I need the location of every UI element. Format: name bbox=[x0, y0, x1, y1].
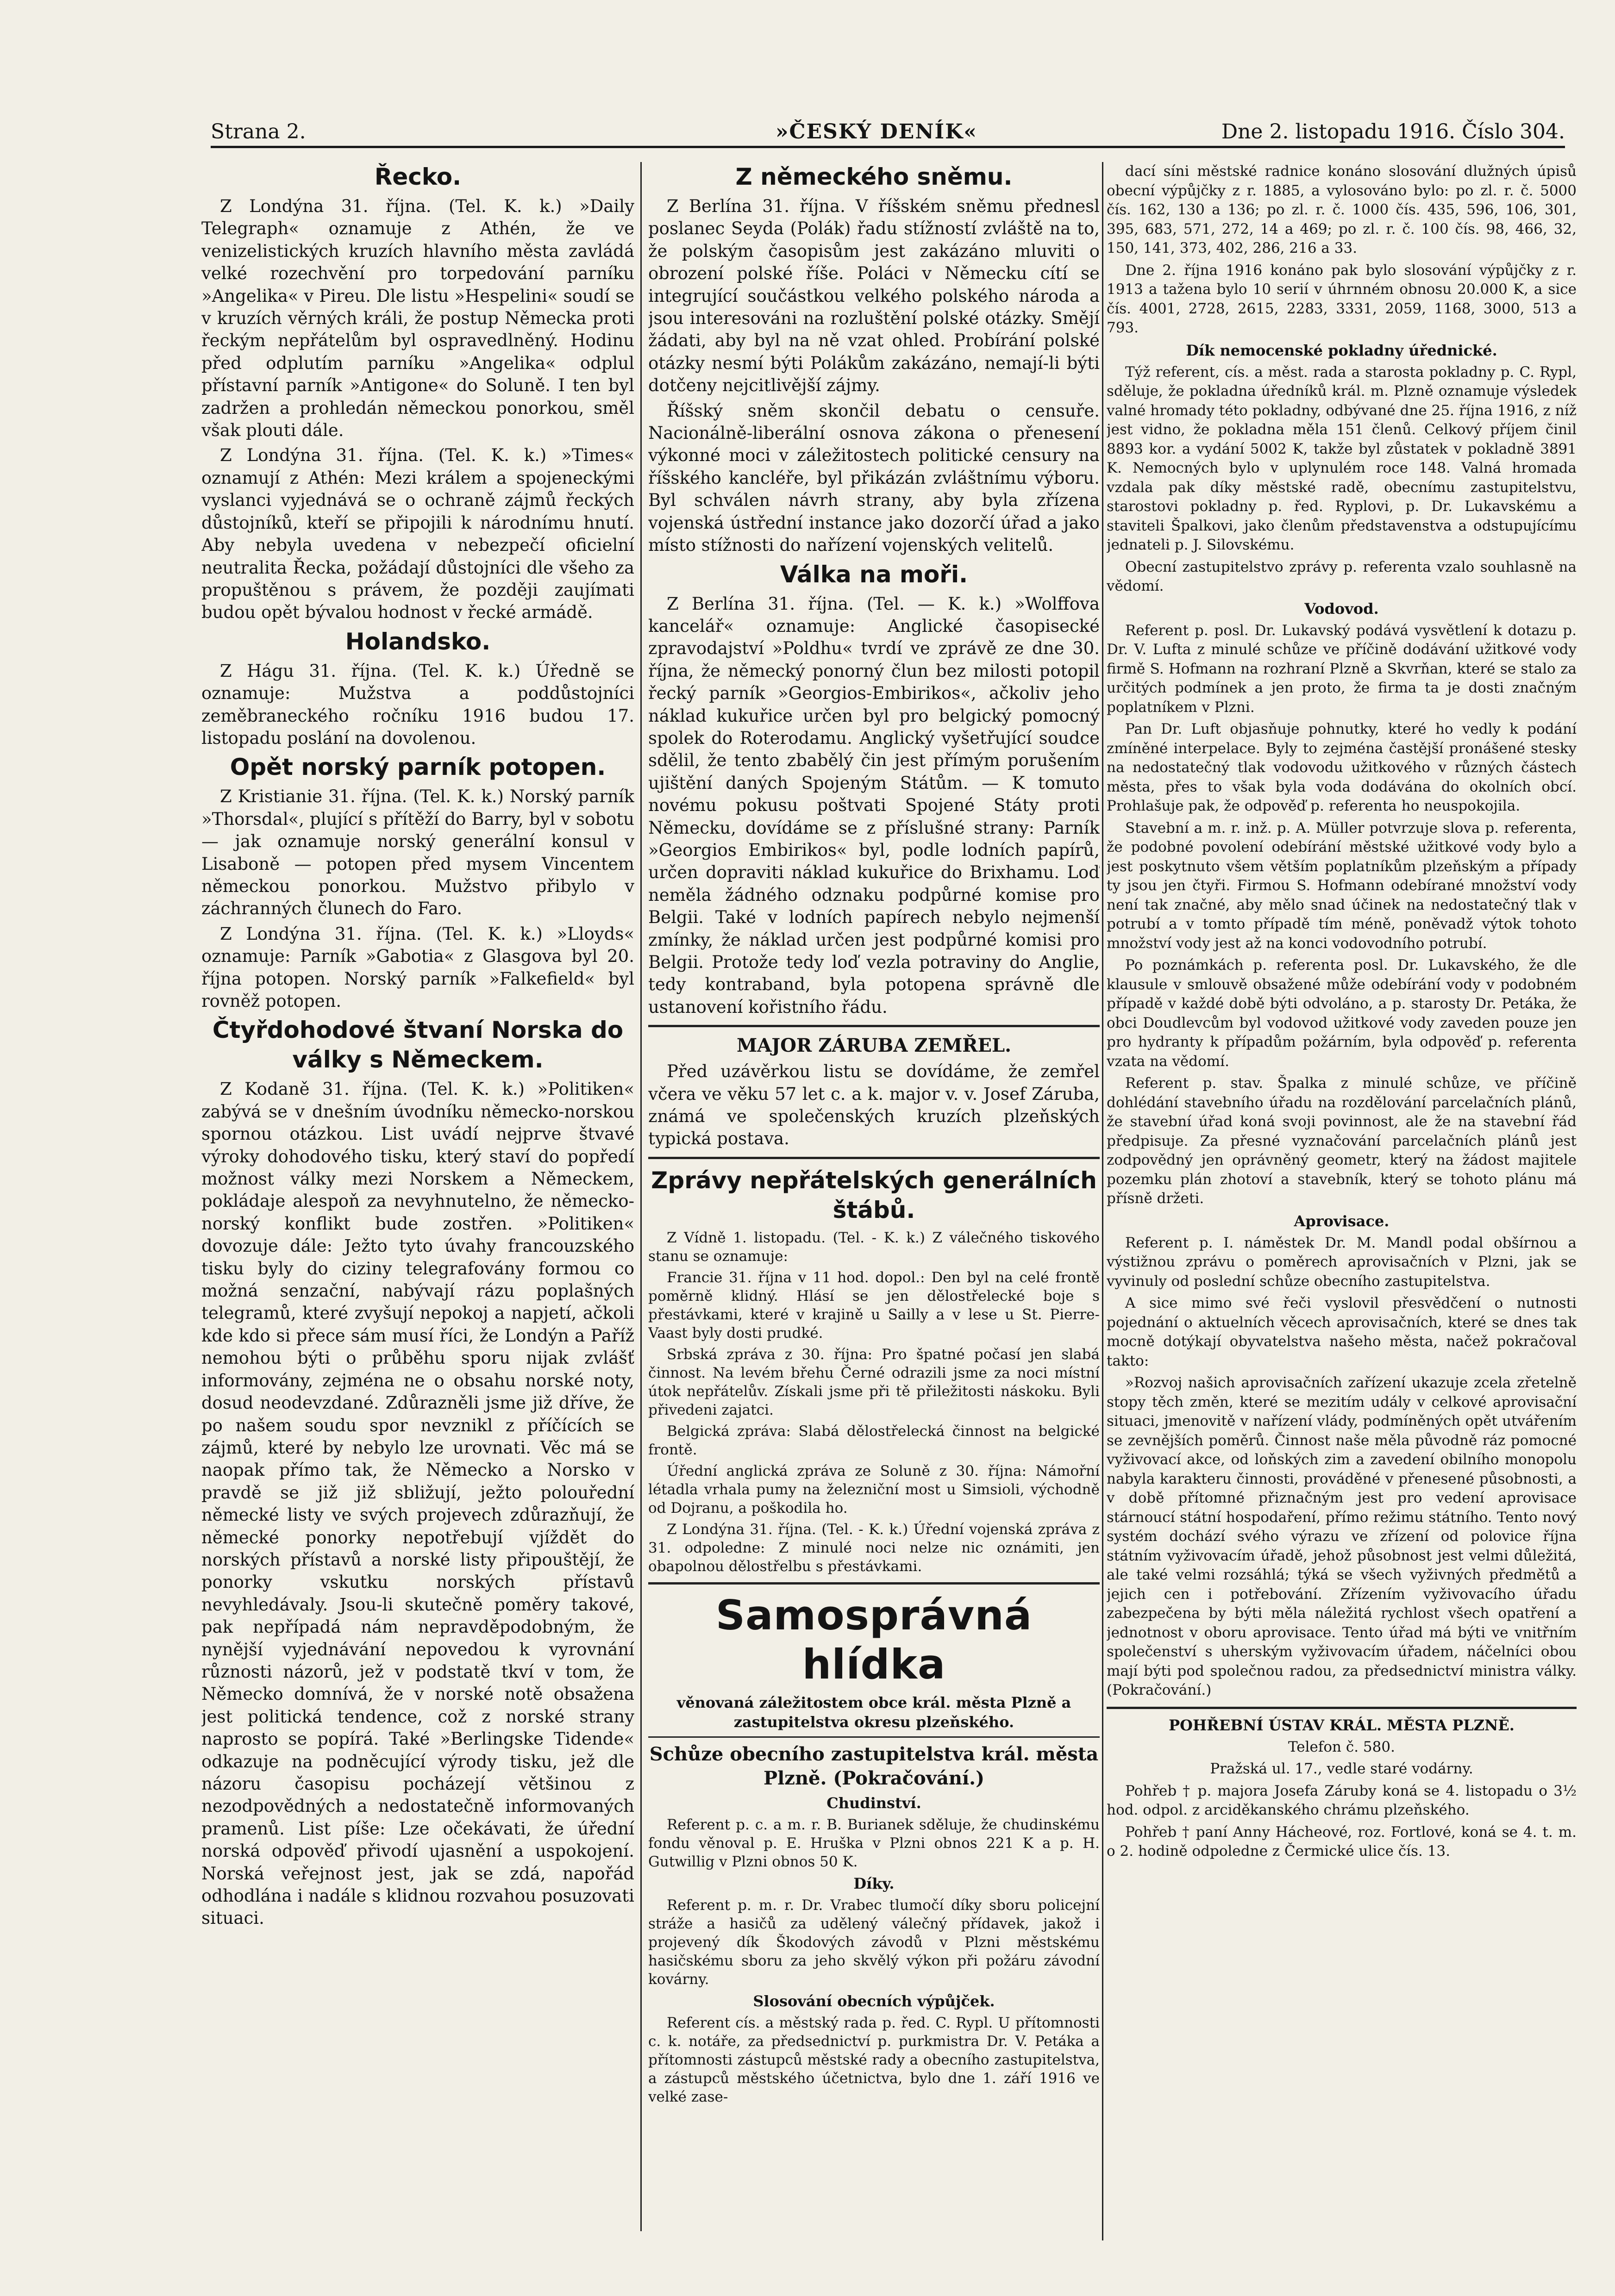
article-paragraph: Z Kodaně 31. října. (Tel. K. k.) »Politiken« zabývá se v dnešním úvodníku německo-norskou spornou otázkou. List uvádí nejprve štvavé výroky dohodového tisku, který staví do popředí možnost války mezi Norskem a Německem, pokládaje alespoň za nevyhnutelno, že německo-norský konflikt bude zostřen. »Politiken« dovozuje dále: Ježto tyto úvahy francouzského tisku byly do ciziny telegrafovány formou co možná senzační, nabývají rázu poplašných telegramů, které zvyšují nepokoj a napjetí, ačkoli kde kdo si přece sám musí říci, že Londýn a Paříž nemohou býti o průběhu sporu nijak zvlášť informovány, zejména ne o obsahu norské noty, dosud neodevzdané. Zdůrazněli jsme již dříve, že po našem soudu spor nevznikl z příčících se zájmů, které by nebylo lze urovnati. Věc má se naopak přímo tak, že Německo a Norsko v pravdě se již již sbližují, ježto polouřední německé listy ve svých projevech zdůrazňují, že německé ponorky nepotřebují vjíždět do norských přístavů a norské listy připouštějí, že ponorky vskutku norských přístavů nevyhledávaly. Jsou-li skutečně poměry takové, pak nepřípadá nám nepravděpodobným, že nynější vyjednávání nepovedou k vyrovnání různosti názorů, jež v podstatě tkví v tom, že Německo domnívá, že v norské notě obsažena jest politická tendence, což z norské strany naprosto se popírá. Také »Berlingske Tidende« odkazuje na podněcující výrody tisku, jež dle názoru časopisu pocházejí většinou z nezodpovědných a nedostatečně informovaných pramenů. List píše: Lze očekávati, že úřední norská odpověď přivodí ujasnění a uspokojení. Norská veřejnost jest, jak se zdá, napořád odhodlána i nadále s klidnou rozvahou posuzovati situaci. bbox=[201, 1079, 634, 1928]
article-paragraph: Týž referent, cís. a měst. rada a starosta pokladny p. C. Rypl, sděluje, že pokladna úředníků král. m. Plzně oznamuje výsledek valné hromady této pokladny, odbývané dne 25. října 1916, z níž jest vidno, že pokladna měla 151 členů. Celkový příjem činil 8893 kor. a vydání 5002 K, takže byl zůstatek v pokladně 3891 K. Nemocných bylo v uplynulém roce 148. Valná hromada vzdala pak díky městské radě, obecnímu zastupitelstvu, starostovi pokladny p. řed. Ryplovi, p. Dr. Lukavskému a staviteli Špalkovi, jako členům představenstva a odstupujícímu jednateli p. J. Silovskému. bbox=[1107, 363, 1577, 553]
newspaper-title: »ČESKÝ DENÍK« bbox=[776, 120, 977, 144]
article-heading-ctyrdohodove: Čtyřdohodové štvaní Norska do války s Německem. bbox=[212, 1017, 624, 1073]
column-2 bbox=[648, 162, 1100, 2236]
advert-telephone: Telefon č. 580. bbox=[1288, 1738, 1395, 1755]
article-paragraph: Z Hágu 31. října. (Tel. K. k.) Úředně se oznamuje: Mužstva a poddůstojníci zeměbraneckého ročníku 1916 budou 17. listopadu poslání na dovolenou. bbox=[201, 661, 634, 748]
funeral-notice: Pohřeb † paní Anny Hácheové, roz. Fortlové, koná se 4. t. m. o 2. hodině odpoledne z Čermické ulice čís. 13. bbox=[1107, 1823, 1577, 1859]
advert-address: Pražská ul. 17., vedle staré vodárny. bbox=[1210, 1760, 1473, 1777]
article-heading-zpravy-stabu: Zprávy nepřátelských generálních štábů. bbox=[651, 1167, 1097, 1223]
column-rule bbox=[640, 162, 642, 2231]
section-subheading: věnovaná záležitostem obce král. města Plzně a zastupitelstva okresu plzeňského. bbox=[676, 1693, 1071, 1731]
article-paragraph: Referent cís. a městský rada p. řed. C. Rypl. U přítomnosti c. k. notáře, za předsednictví p. purkmistra Dr. V. Petáka a přítomnosti zástupců městské rady a obecního zastupitelstva, a zástupců městského účetnictva, bylo dne 1. září 1916 ve velké zase- bbox=[648, 2014, 1100, 2105]
article-paragraph: Z Berlína 31. října. (Tel. — K. k.) »Wolffova kancelář« oznamuje: Anglické časopisecké zpravodajství »Poldhu« tvrdí ve zprávě ze dne 30. října, že německý ponorný člun bez milosti potopil řecký parník »Georgios-Embirikos«, ačkoliv jeho náklad kukuřice určen byl pro belgický pomocný spolek do Roterodamu. Anglický vyšetřující soudce sdělil, že tento zbabělý čin jest přímým porušením ujištění daných Spojeným Státům. — K tomuto novému pokusu poštvati Spojené Státy proti Německu, dovídáme se z příslušné strany: Parník »Georgios Embirikos« byl, podle lodních papírů, určen dopraviti náklad kukuřice do Brixhamu. Loď neměla žádného odznaku podpůrné komise pro Belgii. Také v lodních papírech nebylo nejmenší zmínky, že náklad určen jest podpůrné komisi pro Belgii. Protože tedy loď vezla potraviny do Anglie, tedy kontraband, byla potopena správně dle ustanovení kořistního řádu. bbox=[648, 593, 1100, 1017]
article-paragraph: Říšský sněm skončil debatu o censuře. Nacionálně-liberální osnova zákona o přenesení výkonné moci v záležitostech politické censury na říšského kancléře, byl přikázán zvláštnímu výboru. Byl schválen návrh strany, aby byla zřízena vojenská ústřední instance jako dozorčí úřad a jako místo stížnosti do nařízení vojenských velitelů. bbox=[648, 400, 1100, 555]
article-paragraph: dací síni městské radnice konáno slosování dlužných úpisů obecní výpůjčky z r. 1885, a vylosováno bylo: po zl. r. č. 5000 čís. 162, 130 a 136; po zl. r. č. 1000 čís. 435, 596, 106, 301, 395, 683, 571, 272, 14 a 469; po zl. r. č. 100 čís. 98, 466, 32, 150, 141, 373, 402, 286, 216 a 33. bbox=[1107, 163, 1577, 256]
article-heading-recko: Řecko. bbox=[374, 163, 462, 190]
article-paragraph: Referent p. m. r. Dr. Vrabec tlumočí díky sboru policejní stráže a hasičů za udělený válečný přídavek, jakož i projevený dík Škodových závodů v Plzni městskému hasičskému sboru za jeho skvělý výkon při požáru závodní kovárny. bbox=[648, 1897, 1100, 1988]
column-1 bbox=[201, 162, 634, 2245]
article-paragraph: Srbská zpráva z 30. října: Pro špatné počasí jen slabá činnost. Na levém břehu Černé odrazili jsme za noci místní útok nepřátelův. Získali jsme při tě přiležitosti náskoku. Byli přivedeni zajatci. bbox=[648, 1346, 1100, 1418]
section-divider bbox=[648, 1582, 1100, 1585]
page-header bbox=[211, 118, 1565, 148]
article-paragraph: Dne 2. října 1916 konáno pak bylo slosování výpůjčky z r. 1913 a tažena bylo 10 serií v úhrnném obnosu 20.000 K, a sice čís. 4001, 2728, 2615, 2283, 3331, 2059, 1168, 3000, 513 a 793. bbox=[1107, 262, 1577, 336]
article-heading-norsky-parnik: Opět norský parník potopen. bbox=[230, 754, 606, 781]
article-paragraph: »Rozvoj našich aprovisačních zařízení ukazuje zcela zřetelně stopy těch změn, které se mezitím udály v celkové aprovisační situaci, jmenovitě v nařízení vlády, podmíněných opět utvářením se zevnějších poměrů. Činnost naše měla původně ráz pomocné vyživovací akce, od loňských zim a zavedení obilního monopolu nabyla karakteru činnosti, prováděné v přenesené působnosti, a v době přítomné přiznačným jest pro vedení aprovisace stárnoucí státní hospodaření, přímo režimu státního. Tento nový systém dochází svého výrazu ve zřízení od polovice října státním vyživovacím úřadě, jehož působnost jest velmi důležitá, ale také velmi rozsáhlá; týká se všech vyživných předmětů a jejich cen i potřebování. Zřízením vyživovacího úřadu zabezpečena by býti měla náležitá rychlost všech opatření a jednotnost v oboru aprovisace. Tento úřad má býti ve vnitřním společenství s uherským vyživovacím úřadem, náčelníci obou mají býti pod společnou radou, za předsednictví ministra války. (Pokračování.) bbox=[1107, 1374, 1577, 1698]
subheading-vodovod: Vodovod. bbox=[1304, 599, 1379, 618]
article-paragraph: Úřední anglická zpráva ze Soluně z 30. října: Námořní létadla vrhala pumy na železniční most u Simsioli, východně od Dojranu, a poškodila ho. bbox=[648, 1462, 1100, 1516]
subheading-diky: Díky. bbox=[853, 1874, 895, 1892]
article-paragraph: Stavební a m. r. inž. p. A. Müller potvrzuje slova p. referenta, že podobné povolení odebírání městské užitkové vody bylo a jest poskytnuto všem větším poplatníkům plzeňským a případy ty jsou jen čtyři. Firmou S. Hofmann odebírané množství vody není tak značné, aby mělo snad účinek na nedostatečný tlak v potrubí a v tomto případě tím méně, poněvadž výtok tohoto množství vody jest až na konci vodovodního potrubí. bbox=[1107, 819, 1577, 952]
section-heading-samospravna-hlidka: Samosprávná hlídka bbox=[715, 1591, 1033, 1688]
article-heading-schuze: Schůze obecního zastupitelstva král. města Plzně. (Pokračování.) bbox=[649, 1743, 1099, 1789]
article-paragraph: Z Berlína 31. října. V říšském sněmu přednesl poslanec Seyda (Polák) řadu stížností zvláště na to, že polským časopisům jest zakázáno mluviti o obrození polské říše. Poláci v Německu cítí se integrující součástkou velkého polského národa a jsou interesováni na rozluštění polské otázky. Smějí žádati, aby byl na ně vzat ohled. Probírání polské otázky nesmí býti Polákům zakázáno, nemají-li býti dotčeny nejcitlivější zájmy. bbox=[648, 196, 1100, 396]
subheading-slosovani: Slosování obecních výpůjček. bbox=[753, 1992, 995, 2010]
page-number: Strana 2. bbox=[211, 120, 306, 144]
subheading-chudinstvi: Chudinství. bbox=[826, 1794, 921, 1812]
article-paragraph: Referent p. posl. Dr. Lukavský podává vysvětlení k dotazu p. Dr. V. Lufta z minulé schůze ve příčině dodávání užitkové vody firmě S. Hofmann na rozhraní Plzně a Skvrňan, které se stalo za určitých podmínek a jen proto, že firma ta je dosti značným poplatníkem v Plzni. bbox=[1107, 622, 1577, 716]
article-paragraph: Z Londýna 31. října. (Tel. - K. k.) Úřední vojenská zpráva z 31. odpoledne: Z minulé noci nelze nic oznámiti, jen obapolnou dělostřelbu s přestávkami. bbox=[648, 1521, 1100, 1575]
column-rule bbox=[1102, 162, 1103, 2240]
article-heading-valka-na-mori: Válka na moři. bbox=[780, 561, 968, 588]
advert-heading-pohrebni-ustav: POHŘEBNÍ ÚSTAV KRÁL. MĚSTA PLZNĚ. bbox=[1169, 1716, 1515, 1734]
article-heading-holandsko: Holandsko. bbox=[345, 628, 491, 655]
article-paragraph: Referent p. I. náměstek Dr. M. Mandl podal obšírnou a výstižnou zprávu o poměrech aprovisačních v Plzni, jak se vyvinuly od poslední schůze obecního zastupitelstva. bbox=[1107, 1234, 1577, 1290]
article-paragraph: Z Londýna 31. října. (Tel. K. k.) »Daily Telegraph« oznamuje z Athén, že ve venizelistických kruzích hlavního města zavládá velké rozechvění pro torpedování parníku »Angelika« v Pireu. Dle listu »Hespelini« soudí se v kruzích věrných králi, že postup Německa proti řeckým nepřátelům byl ospravedlněný. Hodinu před odplutím parníku »Angelika« odplul přístavní parník »Antigone« do Soluně. I ten byl zadržen a prohledán německou ponorkou, směl však plouti dále. bbox=[201, 196, 634, 441]
article-paragraph: Referent p. stav. Špalka z minulé schůze, ve příčině dohlédání stavebního úřadu na rozdělování parcelačních plánů, že stavební úřad koná svoji povinnost, ale že na stavební řád předpisuje. Za přesné vyznačování parcelačních plánů jest zodpovědný jen oprávněný geometr, který na žádost majitele pozemku plán zhotoví a stavebník, který se tohoto plánu má přísně držeti. bbox=[1107, 1075, 1577, 1207]
article-paragraph: A sice mimo své řeči vyslovil přesvědčení o nutnosti pojednání o aktuelních věcech aprovisačních, které se dnes tak mocně dotýkají obyvatelstva našeho města, načež pokračoval takto: bbox=[1107, 1295, 1577, 1369]
article-paragraph: Po poznámkách p. referenta posl. Dr. Lukavského, že dle klausule v smlouvě obsažené může odebírání vody v podobném případě v každé době býti odvoláno, a p. starosty Dr. Petáka, že obci Doudlevcům byl vodovod užitkové vody zaveden pouze jen pro hydranty k případům požárním, byla odpověď p. referenta vzata na vědomí. bbox=[1107, 957, 1577, 1070]
article-heading-major-zaruba: MAJOR ZÁRUBA ZEMŘEL. bbox=[736, 1035, 1012, 1057]
article-paragraph: Referent p. c. a m. r. B. Burianek sděluje, že chudinskému fondu věnoval p. E. Hruška v Plzni obnos 221 K a p. H. Gutwillig v Plzni obnos 50 K. bbox=[648, 1816, 1100, 1870]
article-paragraph: Z Vídně 1. listopadu. (Tel. - K. k.) Z válečného tiskového stanu se oznamuje: bbox=[648, 1229, 1100, 1265]
article-paragraph: Belgická zpráva: Slabá dělostřelecká činnost na belgické frontě. bbox=[648, 1423, 1100, 1458]
article-paragraph: Pan Dr. Luft objasňuje pohnutky, které ho vedly k podání zmíněné interpelace. Byly to zejména častější pronášené stesky na nedostatečný tlak vodovodu užitkového v různých částech města, přes to však byla voda dodávána do okolních obcí. Prohlašuje pak, že odpověď p. referenta ho neuspokojila. bbox=[1107, 721, 1577, 814]
article-paragraph: Z Kristianie 31. října. (Tel. K. k.) Norský parník »Thorsdal«, plující s přítěží do Barry, byl v sobotu — jak oznamuje norský generální konsul v Lisaboně — potopen před mysem Vincentem německou ponorkou. Mužstvo přibylo v záchranných člunech do Faro. bbox=[201, 786, 634, 919]
section-divider bbox=[648, 1025, 1100, 1027]
section-divider bbox=[648, 1736, 1100, 1738]
article-paragraph: Francie 31. října v 11 hod. dopol.: Den byl na celé frontě poměrně klidný. Hlásí se jen dělostřelecké boje s přestávkami, které v krajině u Sailly a v lese u St. Pierre-Vaast byly dosti prudké. bbox=[648, 1269, 1100, 1341]
section-divider bbox=[648, 1157, 1100, 1159]
subheading-aprovisace: Aprovisace. bbox=[1294, 1212, 1390, 1230]
article-paragraph: Před uzávěrkou listu se dovídáme, že zemřel včera ve věku 57 let c. a k. major v. v. Josef Záruba, známá ve společenských kruzích plzeňských typická postava. bbox=[648, 1061, 1100, 1149]
article-paragraph: Z Londýna 31. října. (Tel. K. k.) »Lloyds« oznamuje: Parník »Gabotia« z Glasgova byl 20. října potopen. Norský parník »Falkefield« byl rovněž potopen. bbox=[201, 923, 634, 1011]
article-paragraph: Z Londýna 31. října. (Tel. K. k.) »Times« oznamují z Athén: Mezi králem a spojeneckými vyslanci vyjednává se o ochraně zájmů řeckých důstojníků, kteří se připojili k národnímu hnutí. Aby nebyla uvedena v nebezpečí oficielní neutralita Řecka, požádají důstojníci dle všeho za propuštěnou s právem, že později zaujímati budou opět bývalou hodnost v řecké armádě. bbox=[201, 445, 634, 623]
funeral-notice: Pohřeb † p. majora Josefa Záruby koná se 4. listopadu o 3½ hod. odpol. z arciděkanského chrámu plzeňského. bbox=[1107, 1782, 1577, 1818]
section-divider bbox=[1107, 1707, 1577, 1709]
article-heading-snem: Z německého sněmu. bbox=[735, 163, 1013, 190]
issue-date: Dne 2. listopadu 1916. Číslo 304. bbox=[1221, 120, 1565, 144]
subheading-dik-pokladny: Dík nemocenské pokladny úřednické. bbox=[1186, 341, 1497, 359]
column-3 bbox=[1107, 162, 1577, 2245]
article-paragraph: Obecní zastupitelstvo zprávy p. referenta vzalo souhlasně na vědomí. bbox=[1107, 558, 1577, 594]
